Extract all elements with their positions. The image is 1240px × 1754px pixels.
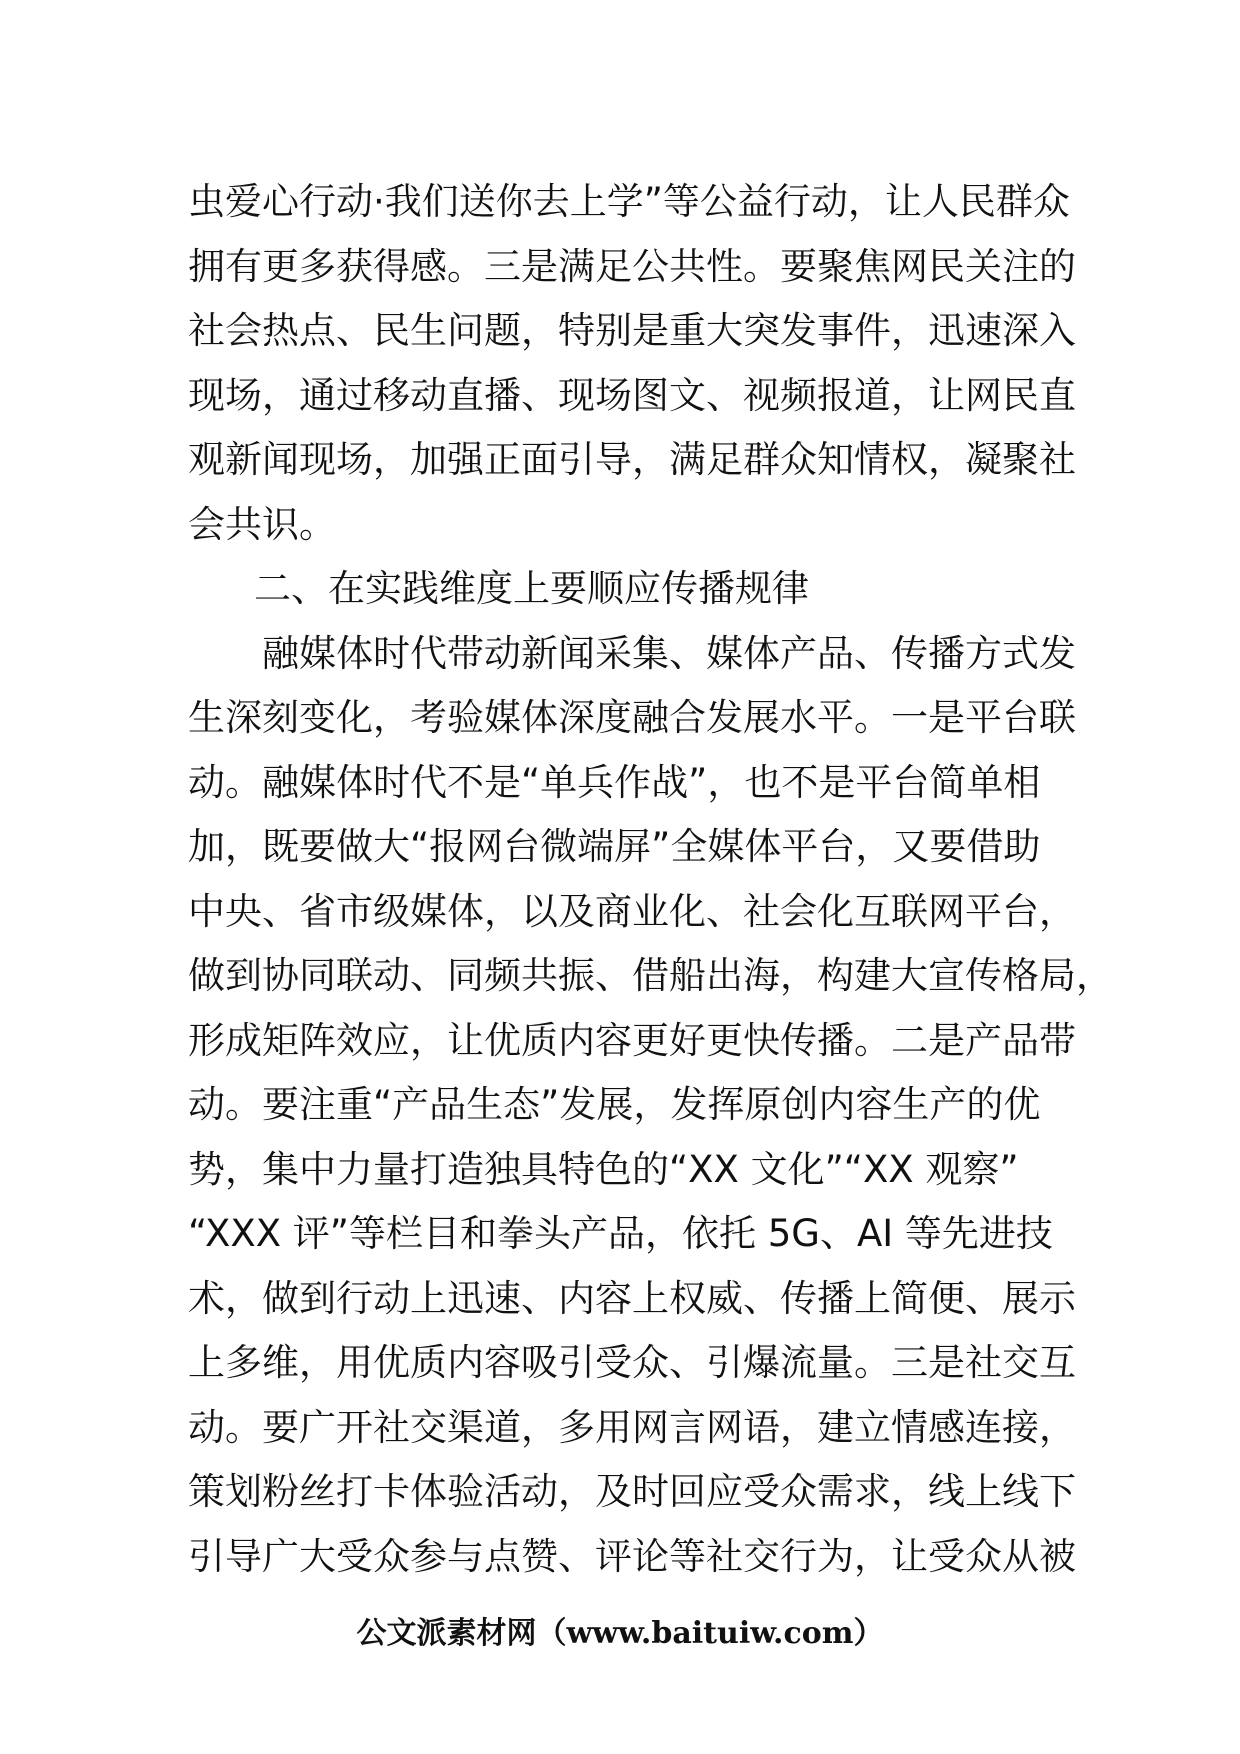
section-heading: 二、在实践维度上要顺应传播规律	[254, 567, 809, 610]
text-line: 观新闻现场，加强正面引导，满足群众知情权，凝聚社	[188, 438, 1076, 481]
text-line: 社会热点、民生问题，特别是重大突发事件，迅速深入	[188, 309, 1076, 352]
paragraph-first-line: 融媒体时代带动新闻采集、媒体产品、传播方式发	[262, 631, 1076, 675]
text-line: 上多维，用优质内容吸引受众、引爆流量。三是社交互	[188, 1341, 1076, 1384]
text-line: 动。融媒体时代不是“单兵作战”，也不是平台简单相	[188, 760, 1041, 804]
text-line: 中央、省市级媒体，以及商业化、社会化互联网平台，	[188, 889, 1076, 933]
text-line: “XXX 评”等栏目和拳头产品，依托 5G、AI 等先进技	[188, 1212, 1053, 1255]
text-line: 策划粉丝打卡体验活动，及时回应受众需求，线上线下	[188, 1470, 1076, 1513]
text-line: 术，做到行动上迅速、内容上权威、传播上简便、展示	[188, 1276, 1076, 1320]
text-line: 势，集中力量打造独具特色的“XX 文化”“XX 观察”	[188, 1147, 1019, 1191]
text-line: 动。要注重“产品生态”发展，发挥原创内容生产的优	[188, 1083, 1041, 1126]
text-line: 形成矩阵效应，让优质内容更好更快传播。二是产品带	[188, 1018, 1076, 1062]
document-body	[188, 170, 1113, 1589]
text-line: 生深刻变化，考验媒体深度融合发展水平。一是平台联	[188, 696, 1076, 739]
text-line: 会共识。	[188, 502, 336, 546]
text-line: 动。要广开社交渠道，多用网言网语，建立情感连接，	[188, 1405, 1076, 1449]
text-line: 做到协同联动、同频共振、借船出海，构建大宣传格局，	[188, 954, 1113, 997]
text-line: 虫爱心行动·我们送你去上学”等公益行动，让人民群众	[188, 180, 1070, 223]
text-line: 引导广大受众参与点赞、评论等社交行为，让受众从被	[188, 1534, 1076, 1578]
page-footer-watermark: 公文派素材网（www.baituiw.com）	[356, 1616, 884, 1651]
text-line: 现场，通过移动直播、现场图文、视频报道，让网民直	[188, 373, 1076, 417]
text-line: 拥有更多获得感。三是满足公共性。要聚焦网民关注的	[188, 244, 1076, 288]
text-line: 加，既要做大“报网台微端屏”全媒体平台，又要借助	[188, 825, 1041, 868]
